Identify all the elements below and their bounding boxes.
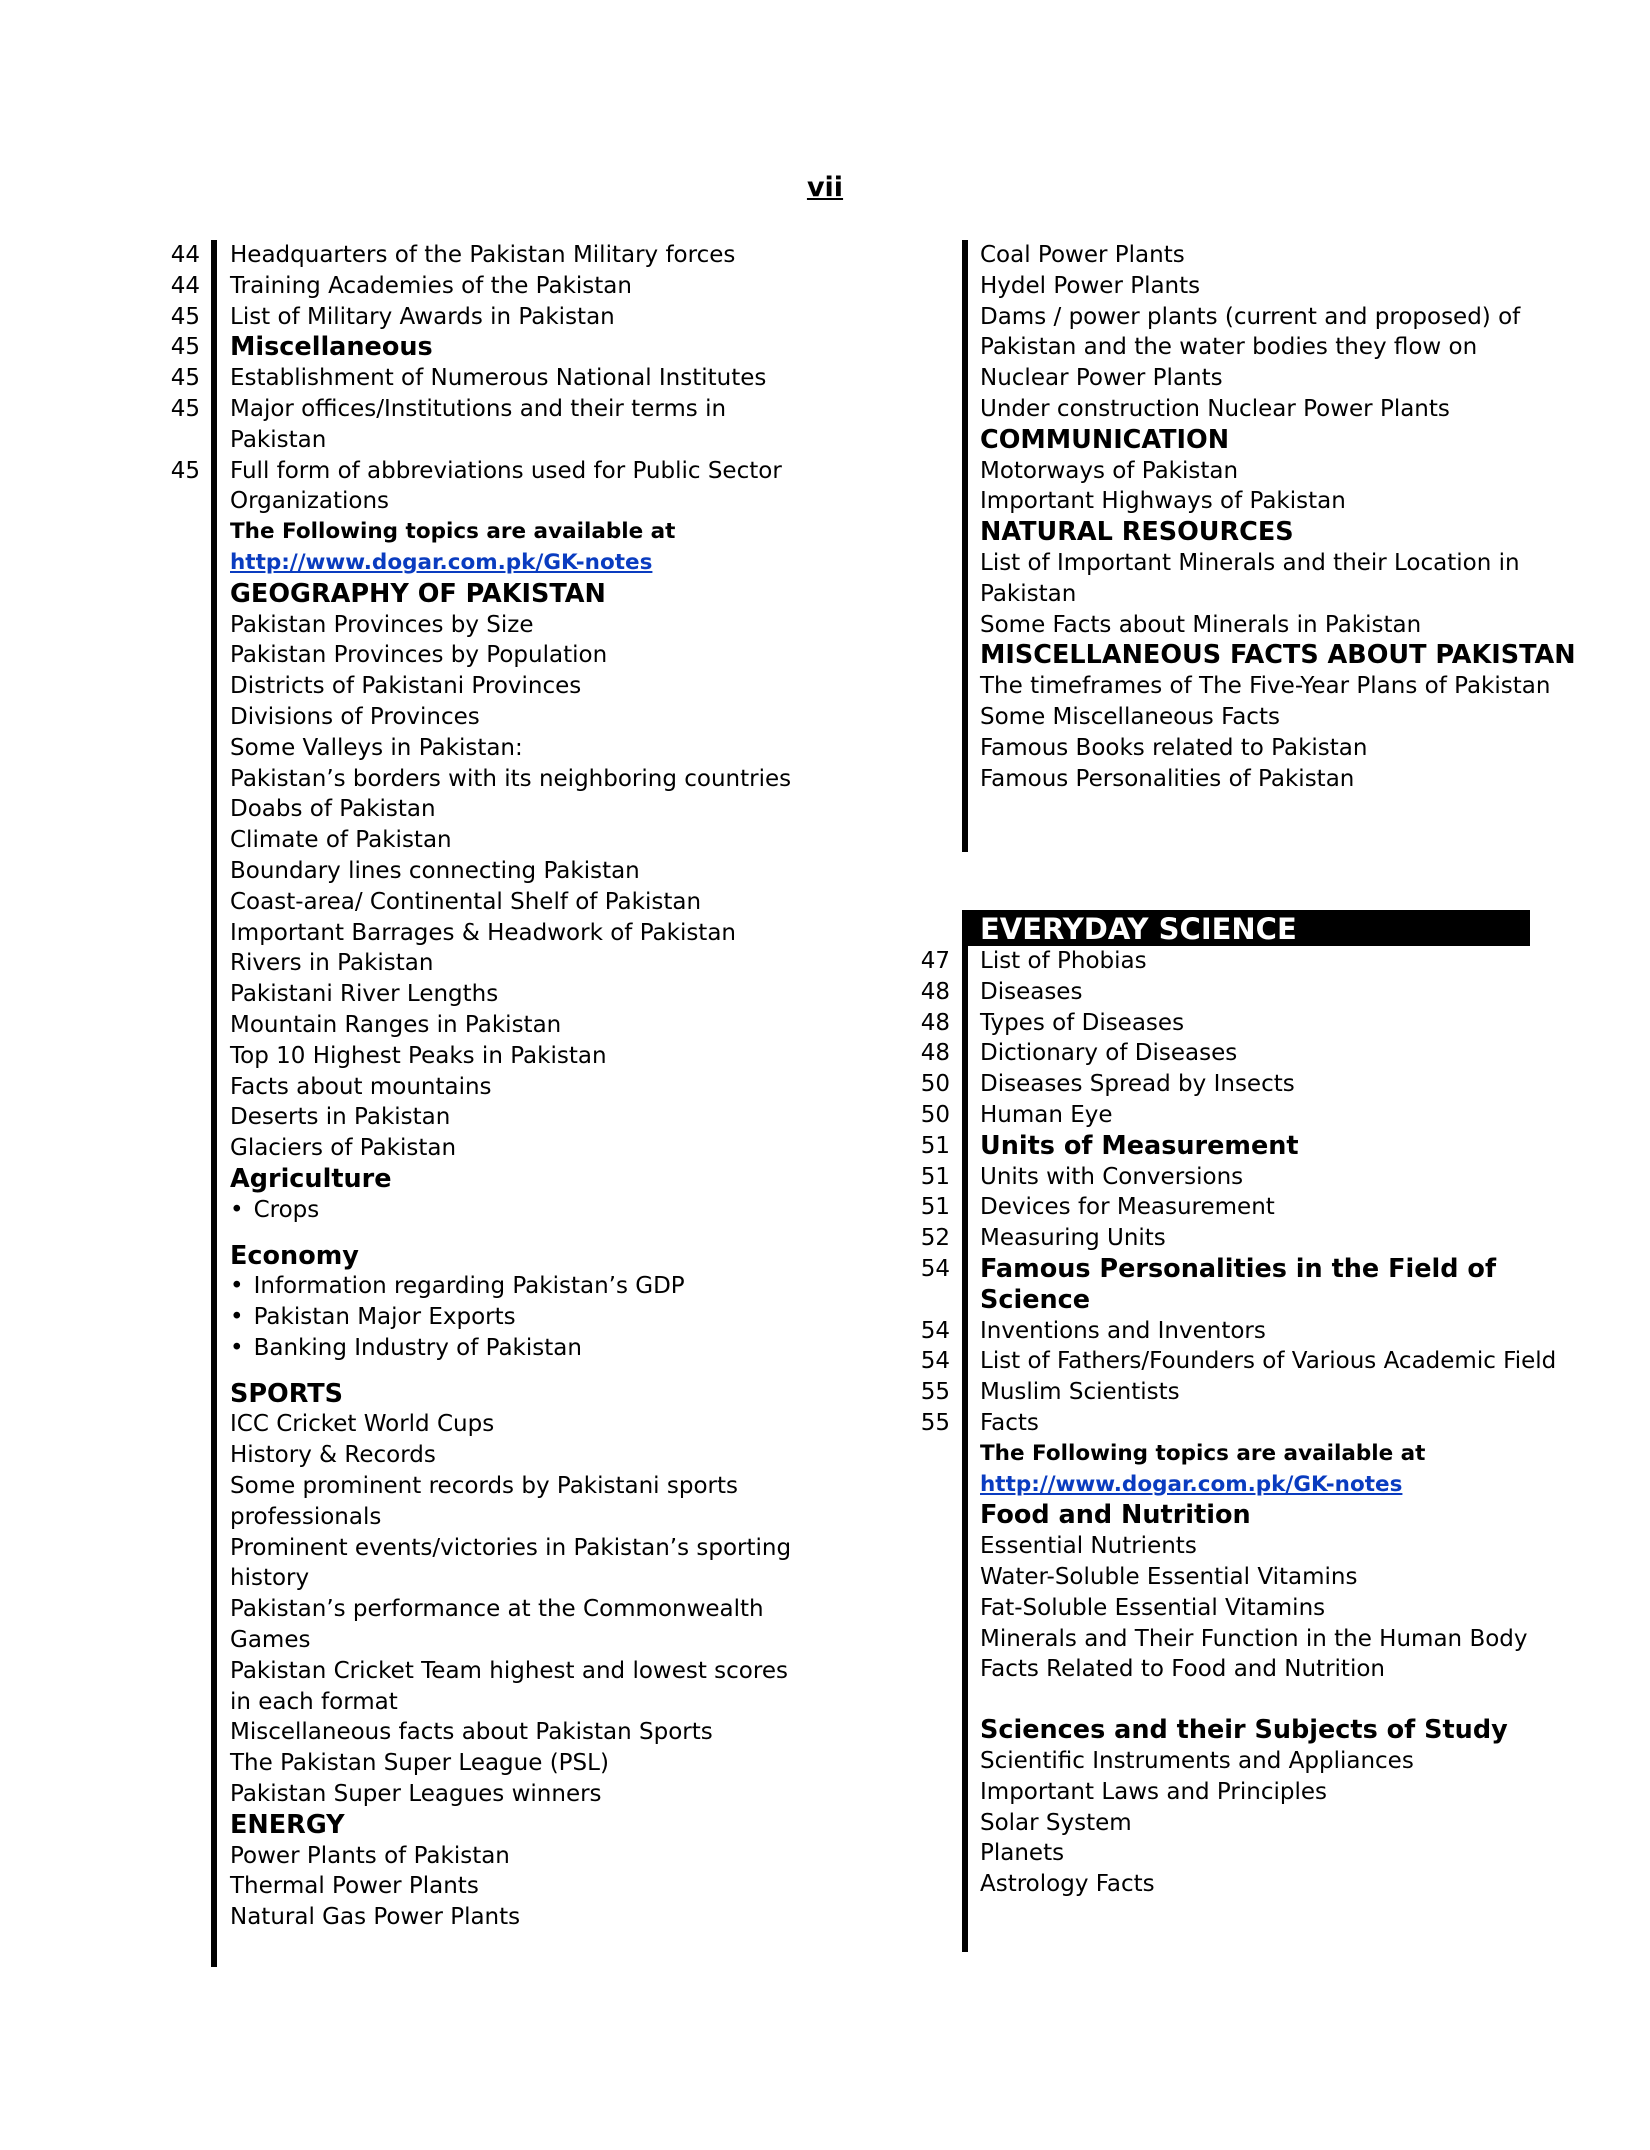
toc-entry	[150, 240, 810, 271]
toc-page-number: 50	[920, 1101, 950, 1128]
toc-entry-title: Planets	[980, 1840, 1065, 1867]
toc-entry-title: Facts Related to Food and Nutrition	[980, 1656, 1385, 1683]
toc-entry-title: Units with Conversions	[980, 1163, 1244, 1190]
toc-entry-title: Motorways of Pakistan	[980, 457, 1239, 484]
toc-entry-title: Famous Personalities of Pakistan	[980, 765, 1355, 792]
toc-entry-title: Astrology Facts	[980, 1871, 1155, 1898]
toc-section-heading: GEOGRAPHY OF PAKISTAN	[230, 578, 606, 609]
toc-entry-title: • Crops	[230, 1195, 810, 1226]
toc-entry-title: Important Barrages & Headwork of Pakistan	[230, 919, 736, 946]
toc-entry-title: The Pakistan Super League (PSL)	[230, 1750, 609, 1777]
toc-entry-title: Diseases	[980, 978, 1083, 1005]
toc-entry	[900, 1131, 1600, 1162]
toc-entry-title: List of Military Awards in Pakistan	[230, 303, 615, 330]
toc-entry	[150, 1271, 810, 1302]
toc-entry	[150, 1748, 810, 1779]
toc-section-heading: Economy	[230, 1240, 359, 1271]
toc-entry	[900, 456, 1600, 487]
toc-entry-title: Natural Gas Power Plants	[230, 1904, 521, 1931]
toc-entry	[150, 948, 810, 979]
toc-entry	[150, 1241, 810, 1272]
toc-entry	[150, 1409, 810, 1440]
toc-entry	[900, 548, 1600, 610]
toc-entry	[150, 1533, 810, 1595]
toc-entry	[150, 1041, 810, 1072]
toc-page-number: 52	[920, 1225, 950, 1252]
toc-entry	[150, 856, 810, 887]
everyday-science-banner: EVERYDAY SCIENCE	[962, 910, 1530, 946]
toc-entry	[900, 1408, 1600, 1439]
toc-entry-title: Some prominent records by Pakistani sports professionals	[230, 1473, 738, 1530]
toc-entry	[150, 702, 810, 733]
toc-entry-title: Pakistan’s performance at the Commonwealth Games	[230, 1596, 764, 1654]
toc-entry-title: Establishment of Numerous National Institutes	[230, 365, 767, 392]
toc-entry	[150, 794, 810, 825]
toc-entry	[900, 1624, 1600, 1655]
toc-entry	[150, 1656, 810, 1718]
toc-entry-title: Measuring Units	[980, 1225, 1166, 1252]
toc-entry-title: Pakistani River Lengths	[230, 981, 499, 1008]
spacer	[150, 1364, 810, 1379]
toc-entry	[150, 1195, 810, 1226]
toc-entry	[900, 1531, 1600, 1562]
toc-entry-title: Dams / power plants (current and proposed) of Pakistan and the water bodies they flow on	[980, 303, 1521, 361]
toc-section-heading: SPORTS	[230, 1378, 343, 1409]
toc-entry-title: Headquarters of the Pakistan Military forces	[230, 242, 736, 268]
right-toc-column	[900, 240, 1600, 794]
toc-entry	[900, 1593, 1600, 1624]
toc-entry-title: Under construction Nuclear Power Plants	[980, 395, 1450, 422]
toc-entry	[900, 702, 1600, 733]
toc-entry	[150, 887, 810, 918]
everyday-science-column	[900, 946, 1600, 1900]
toc-page-number: 55	[920, 1409, 950, 1436]
toc-entry-title: Pakistan Provinces by Population	[230, 642, 608, 669]
toc-page-number: 50	[920, 1071, 950, 1098]
toc-entry	[900, 486, 1600, 517]
toc-entry	[900, 1777, 1600, 1808]
toc-section-heading: Agriculture	[230, 1163, 392, 1194]
toc-entry-title: Diseases Spread by Insects	[980, 1071, 1295, 1098]
toc-page-number: 51	[920, 1132, 950, 1159]
toc-entry	[900, 1254, 1600, 1316]
toc-entry-title: Thermal Power Plants	[230, 1873, 479, 1900]
toc-entry-title: Glaciers of Pakistan	[230, 1135, 457, 1162]
toc-entry-title: Pakistan’s borders with its neighboring countries	[230, 765, 792, 792]
toc-entry	[150, 1010, 810, 1041]
toc-page-number: 47	[920, 948, 950, 974]
toc-entry-title: Climate of Pakistan	[230, 827, 452, 854]
toc-entry	[900, 1439, 1600, 1470]
toc-entry	[150, 517, 810, 548]
toc-page-number: 51	[920, 1163, 950, 1190]
toc-page-number: 45	[170, 457, 200, 484]
toc-entry	[900, 1008, 1600, 1039]
toc-entry-title: Divisions of Provinces	[230, 703, 480, 730]
toc-entry	[900, 1038, 1600, 1069]
toc-entry	[900, 671, 1600, 702]
toc-entry-title: Some Facts about Minerals in Pakistan	[980, 611, 1422, 638]
toc-entry	[150, 1810, 810, 1841]
toc-entry-title: Nuclear Power Plants	[980, 365, 1223, 392]
toc-entry-title: The timeframes of The Five-Year Plans of Pakistan	[980, 673, 1551, 700]
toc-entry-title: Types of Diseases	[980, 1009, 1185, 1036]
toc-page-number: 54	[920, 1255, 950, 1282]
toc-entry	[150, 1594, 810, 1656]
toc-entry	[150, 1379, 810, 1410]
notes-link[interactable]: http://www.dogar.com.pk/GK-notes	[980, 1471, 1403, 1497]
toc-entry	[150, 1164, 810, 1195]
toc-entry	[150, 456, 810, 518]
toc-entry-title: Boundary lines connecting Pakistan	[230, 857, 640, 884]
toc-entry-title: Pakistan Provinces by Size	[230, 611, 534, 638]
toc-entry-title: Pakistan Cricket Team highest and lowest scores in each format	[230, 1657, 788, 1715]
toc-entry[interactable]	[150, 548, 810, 579]
toc-entry-title: Human Eye	[980, 1101, 1113, 1128]
toc-entry	[150, 1133, 810, 1164]
toc-section-heading: Sciences and their Subjects of Study	[980, 1715, 1508, 1746]
toc-entry-title: Top 10 Highest Peaks in Pakistan	[230, 1042, 607, 1069]
toc-entry-title: List of Fathers/Founders of Various Academic Field	[980, 1348, 1557, 1375]
toc-entry-title: Miscellaneous facts about Pakistan Sports	[230, 1719, 713, 1746]
left-toc-column	[150, 240, 810, 1933]
toc-entry	[900, 1162, 1600, 1193]
toc-entry	[150, 1471, 810, 1533]
toc-entry	[900, 1192, 1600, 1223]
toc-entry	[900, 1316, 1600, 1347]
toc-entry-title: Fat-Soluble Essential Vitamins	[980, 1594, 1326, 1621]
toc-entry-title: • Pakistan Major Exports	[230, 1302, 810, 1333]
toc-entry	[900, 1223, 1600, 1254]
toc-entry	[150, 733, 810, 764]
toc-entry	[900, 1562, 1600, 1593]
toc-entry	[150, 1871, 810, 1902]
toc-entry-title: Major offices/Institutions and their terms in Pakistan	[230, 395, 727, 453]
toc-entry-title: Muslim Scientists	[980, 1379, 1180, 1406]
toc-section-heading: MISCELLANEOUS FACTS ABOUT PAKISTAN	[980, 640, 1576, 671]
toc-entry	[900, 1500, 1600, 1531]
toc-entry	[900, 610, 1600, 641]
toc-entry-title: Mountain Ranges in Pakistan	[230, 1011, 562, 1038]
toc-entry-title: Facts	[980, 1409, 1039, 1436]
toc-page-number: 44	[170, 272, 200, 299]
toc-section-heading: ENERGY	[230, 1809, 345, 1840]
toc-entry	[900, 1715, 1600, 1746]
toc-entry-title: Rivers in Pakistan	[230, 950, 434, 977]
toc-entry-title: Inventions and Inventors	[980, 1317, 1266, 1344]
toc-entry-title: Doabs of Pakistan	[230, 796, 436, 823]
toc-page-number: 55	[920, 1379, 950, 1406]
toc-entry	[900, 240, 1600, 271]
toc-entry-title: Facts about mountains	[230, 1073, 492, 1100]
toc-entry-title: Some Miscellaneous Facts	[980, 703, 1280, 730]
toc-page-number: 54	[920, 1348, 950, 1375]
toc-entry-title: Dictionary of Diseases	[980, 1040, 1238, 1067]
toc-entry-title: Essential Nutrients	[980, 1533, 1197, 1560]
toc-entry-title: Coast-area/ Continental Shelf of Pakistan	[230, 888, 702, 915]
toc-entry	[150, 363, 810, 394]
toc-section-heading: NATURAL RESOURCES	[980, 517, 1294, 548]
toc-entry-title: List of Phobias	[980, 948, 1147, 974]
toc-entry-title: Minerals and Their Function in the Human Body	[980, 1625, 1528, 1652]
toc-entry	[150, 1717, 810, 1748]
toc-page-number: 48	[920, 1009, 950, 1036]
toc-entry-title: Important Highways of Pakistan	[980, 488, 1346, 515]
toc-entry	[900, 425, 1600, 456]
toc-entry	[900, 363, 1600, 394]
toc-entry-title: The Following topics are available at	[230, 519, 676, 545]
page-number: vii	[806, 172, 844, 203]
toc-page-number: 54	[920, 1317, 950, 1344]
toc-entry	[900, 1746, 1600, 1777]
toc-section-heading: Food and Nutrition	[980, 1500, 1251, 1531]
toc-entry	[900, 977, 1600, 1008]
toc-entry-title: The Following topics are available at	[980, 1440, 1426, 1466]
spacer	[900, 1685, 1600, 1715]
toc-entry	[150, 979, 810, 1010]
toc-entry-title: Power Plants of Pakistan	[230, 1842, 510, 1869]
toc-entry	[150, 671, 810, 702]
toc-entry-title: • Banking Industry of Pakistan	[230, 1333, 810, 1364]
toc-entry	[150, 1302, 810, 1333]
notes-link[interactable]: http://www.dogar.com.pk/GK-notes	[230, 549, 653, 575]
toc-page-number: 44	[170, 242, 200, 268]
toc-entry	[150, 1102, 810, 1133]
spacer	[150, 1226, 810, 1241]
toc-entry	[900, 733, 1600, 764]
toc-entry	[900, 1377, 1600, 1408]
toc-entry	[150, 579, 810, 610]
toc-entry-title: Devices for Measurement	[980, 1194, 1275, 1221]
toc-entry-title: ICC Cricket World Cups	[230, 1411, 495, 1438]
toc-entry	[900, 1069, 1600, 1100]
toc-entry-title: Deserts in Pakistan	[230, 1104, 451, 1131]
toc-entry	[150, 764, 810, 795]
toc-entry	[900, 394, 1600, 425]
toc-entry-title: Water-Soluble Essential Vitamins	[980, 1563, 1358, 1590]
toc-page-number: 45	[170, 365, 200, 392]
toc-entry-title: Scientific Instruments and Appliances	[980, 1747, 1414, 1774]
toc-entry-title: Coal Power Plants	[980, 242, 1185, 268]
toc-entry-title: Training Academies of the Pakistan	[230, 272, 632, 299]
toc-entry	[150, 394, 810, 456]
toc-page-number: 48	[920, 978, 950, 1005]
toc-entry-title: History & Records	[230, 1442, 436, 1469]
toc-entry	[900, 1869, 1600, 1900]
toc-entry	[900, 1838, 1600, 1869]
toc-entry	[150, 1779, 810, 1810]
toc-entry	[150, 271, 810, 302]
toc-entry	[150, 610, 810, 641]
toc-entry-title: Important Laws and Principles	[980, 1778, 1327, 1805]
toc-entry	[150, 1072, 810, 1103]
toc-entry-title: Some Valleys in Pakistan:	[230, 734, 523, 761]
toc-entry	[900, 1100, 1600, 1131]
toc-entry	[150, 1440, 810, 1471]
toc-page-number: 51	[920, 1194, 950, 1221]
toc-entry-title: List of Important Minerals and their Location in Pakistan	[980, 549, 1520, 607]
toc-entry-title: • Information regarding Pakistan’s GDP	[230, 1271, 810, 1302]
toc-section-heading: Units of Measurement	[980, 1130, 1299, 1161]
toc-entry-title: Prominent events/victories in Pakistan’s sporting history	[230, 1534, 792, 1592]
toc-entry	[150, 1333, 810, 1364]
toc-entry-title: Pakistan Super Leagues winners	[230, 1781, 602, 1808]
toc-section-heading: COMMUNICATION	[980, 424, 1230, 455]
toc-entry	[900, 764, 1600, 795]
toc-entry	[150, 1841, 810, 1872]
toc-entry	[900, 517, 1600, 548]
toc-entry-title: Full form of abbreviations used for Public Sector Organizations	[230, 457, 782, 515]
toc-entry-title: Districts of Pakistani Provinces	[230, 673, 582, 700]
toc-section-heading: Famous Personalities in the Field of Science	[980, 1253, 1497, 1315]
toc-entry	[900, 302, 1600, 364]
toc-entry	[900, 271, 1600, 302]
toc-entry	[900, 1346, 1600, 1377]
toc-page-number: 45	[170, 395, 200, 422]
toc-entry	[150, 1902, 810, 1933]
toc-entry	[900, 1808, 1600, 1839]
toc-section-heading: Miscellaneous	[230, 332, 433, 363]
toc-page-number: 45	[170, 334, 200, 361]
toc-entry-title: Solar System	[980, 1809, 1132, 1836]
toc-entry	[150, 918, 810, 949]
toc-entry	[900, 640, 1600, 671]
toc-entry	[150, 825, 810, 856]
toc-entry	[900, 946, 1600, 977]
toc-entry	[150, 332, 810, 363]
toc-entry-title: Famous Books related to Pakistan	[980, 734, 1368, 761]
toc-page-number: 45	[170, 303, 200, 330]
toc-entry	[150, 302, 810, 333]
toc-entry	[900, 1654, 1600, 1685]
toc-entry[interactable]	[900, 1470, 1600, 1501]
toc-page-number: 48	[920, 1040, 950, 1067]
toc-entry-title: Hydel Power Plants	[980, 272, 1201, 299]
toc-entry	[150, 640, 810, 671]
